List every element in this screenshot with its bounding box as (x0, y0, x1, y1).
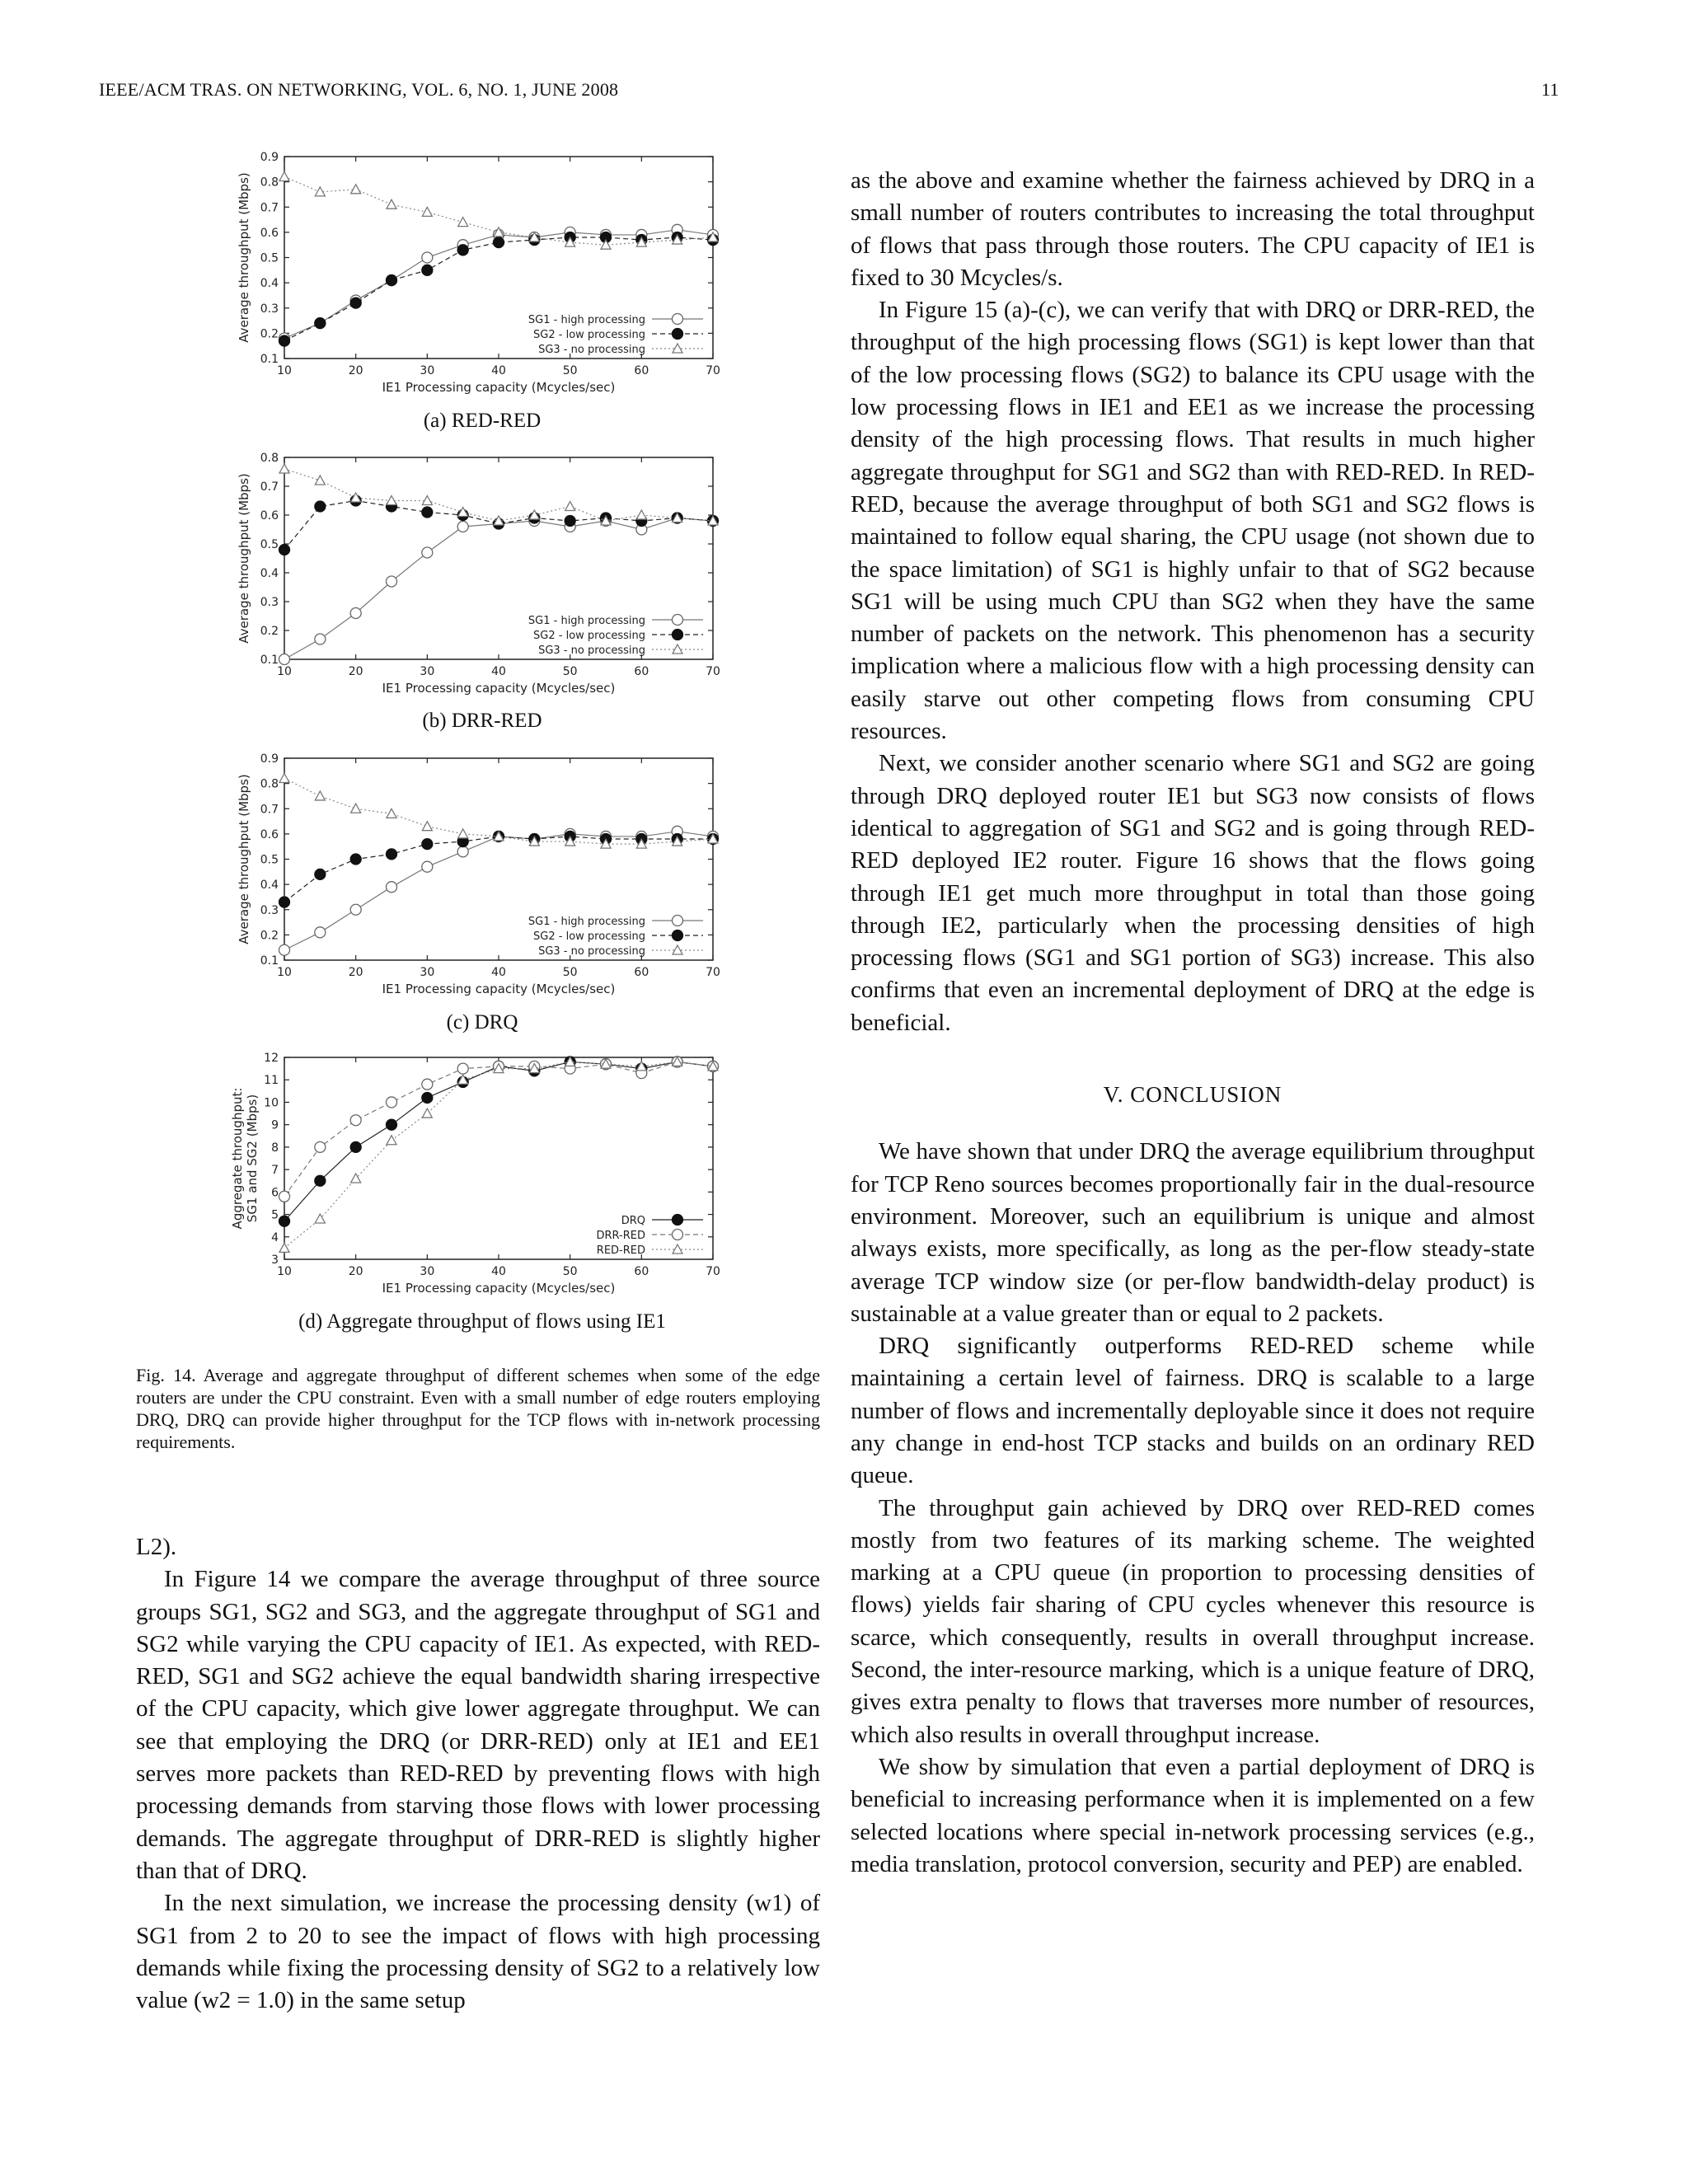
data-point (387, 199, 396, 209)
data-point (387, 808, 396, 818)
data-point (422, 839, 433, 850)
data-point (315, 501, 326, 512)
data-point (387, 849, 397, 860)
y-tick-label: 9 (271, 1118, 279, 1132)
series-line (284, 237, 713, 341)
legend-label: DRQ (621, 1215, 645, 1227)
data-point (636, 510, 646, 519)
data-point (315, 634, 326, 644)
x-tick-label: 20 (348, 665, 363, 678)
data-point (422, 822, 432, 831)
legend-marker (673, 615, 683, 626)
legend-entry (538, 945, 703, 958)
data-point (422, 861, 433, 872)
data-point (422, 265, 433, 275)
data-point (279, 464, 289, 473)
y-tick-label: 11 (264, 1074, 279, 1088)
data-point (350, 1141, 361, 1152)
legend-label: SG3 - no processing (538, 644, 645, 657)
y-tick-label: 0.7 (260, 480, 279, 494)
plot-frame (284, 157, 713, 359)
legend-entry (528, 916, 703, 929)
data-point (315, 869, 326, 879)
x-tick-label: 60 (634, 966, 649, 979)
chart-b (227, 445, 738, 709)
series-red-red (279, 1057, 718, 1252)
data-point (279, 172, 289, 181)
section-number: V. (1103, 1082, 1124, 1108)
x-tick-label: 10 (277, 665, 292, 678)
y-tick-label: 0.4 (260, 879, 279, 893)
legend-entry (533, 329, 703, 342)
legend-label: SG3 - no processing (538, 945, 645, 958)
data-point (315, 476, 325, 485)
y-tick-label: 0.4 (260, 277, 279, 291)
figure-caption: Fig. 14. Average and aggregate throughput of different schemes when some of the edge routers are under the CPU constraint. Even with a small number of edge routers employing DRQ, DRQ can provide higher throughput for the TCP flows with in-network processing requirements. (136, 1365, 820, 1452)
data-point (387, 576, 397, 587)
y-tick-label: 0.1 (260, 654, 279, 667)
x-tick-label: 60 (634, 1265, 649, 1278)
x-axis-label: IE1 Processing capacity (Mcycles/sec) (382, 1281, 616, 1296)
legend-entry (538, 644, 703, 657)
y-axis-label: Average throughput (Mbps) (237, 774, 251, 944)
data-point (350, 1115, 361, 1126)
data-point (422, 1093, 433, 1104)
x-tick-label: 20 (348, 1265, 363, 1278)
series-line (284, 1062, 713, 1196)
y-tick-label: 0.8 (260, 777, 279, 791)
plot-area (230, 1052, 720, 1296)
section-heading (851, 1079, 1535, 1111)
y-tick-label: 0.3 (260, 903, 279, 917)
data-point (350, 608, 361, 619)
plot-area (237, 752, 720, 996)
data-point (279, 545, 290, 555)
y-tick-label: 0.5 (260, 251, 279, 265)
chart-c (227, 746, 738, 1010)
right-column-text (851, 165, 1535, 1881)
x-axis-label: IE1 Processing capacity (Mcycles/sec) (382, 681, 616, 696)
series-line (284, 1062, 713, 1248)
series-line (284, 1062, 713, 1221)
paragraph: We show by simulation that even a partial deployment of DRQ is beneficial to increasing performance when it is implemented on a few selected locations where special in-network processing services (e.g., media translation, protocol conversion, security and PEP) are enabled. (851, 1753, 1535, 1877)
data-point (565, 502, 575, 511)
x-tick-label: 30 (420, 1265, 435, 1278)
y-tick-label: 0.8 (260, 452, 279, 465)
series-line (284, 832, 713, 950)
data-point (351, 185, 361, 194)
x-tick-label: 40 (491, 665, 506, 678)
paragraph: The throughput gain achieved by DRQ over RED-RED comes mostly from two features of its marking scheme. The weighted marking at a CPU queue (in proportion to processing densities of flows) yields fair sharing of CPU cycles whenever this resource is scarce, which consequently, results in overall throughput increase. Second, the inter-resource marking, which is a unique feature of DRQ, gives extra penalty to flows that traverses more number of resources, which also results in overall throughput increase. (851, 1494, 1535, 1748)
x-tick-label: 50 (562, 364, 578, 377)
legend-label: SG1 - high processing (528, 314, 645, 326)
y-axis-label: SG1 and SG2 (Mbps) (245, 1094, 260, 1223)
legend-entry (528, 615, 703, 628)
y-tick-label: 0.5 (260, 538, 279, 551)
x-tick-label: 50 (562, 1265, 578, 1278)
x-tick-label: 40 (491, 364, 506, 377)
series-sg2 (279, 831, 719, 907)
chart-a (227, 144, 738, 408)
legend-entry (597, 1244, 703, 1257)
series-line (284, 518, 713, 660)
subcaption-c: (c) DRQ (446, 1011, 518, 1033)
y-tick-label: 0.8 (260, 176, 279, 190)
data-point (387, 882, 397, 893)
legend-marker (673, 329, 683, 340)
y-tick-label: 0.2 (260, 327, 279, 341)
legend-label: SG3 - no processing (538, 344, 645, 356)
x-tick-label: 10 (277, 1265, 292, 1278)
paragraph: In Figure 15 (a)-(c), we can verify that with DRQ or DRR-RED, the throughput of the high processing flows (SG1) is kept lower than that of the low processing flows (SG2) to balance its CPU usage with the low processing flows in IE1 and EE1 as we increase the processing density of the high processing flows. That results in much higher aggregate throughput for SG1 and SG2 than with RED-RED. In RED-RED, because the average throughput of both SG1 and SG2 flows is maintained to follow equal sharing, the CPU usage (not shown due to the space limitation) of SG1 is highly unfair to that of SG2 because SG1 will be using much CPU than SG2 when they have the same number of packets on the network. This phenomenon has a security implication where a malicious flow with a high processing density can easily starve out other competing flows from consuming CPU resources. (851, 297, 1535, 745)
legend-label: RED-RED (596, 1244, 645, 1257)
paragraph: In the next simulation, we increase the processing density (w1) of SG1 from 2 to 20 to see the impact of flows with high processing demands while fixing the processing density of SG2 to a relatively low value (w2 = 1.0) in the same setup (136, 1890, 820, 2014)
x-tick-label: 30 (420, 665, 435, 678)
legend-marker (673, 1215, 683, 1226)
data-point (387, 1097, 397, 1108)
paragraph: Next, we consider another scenario where SG1 and SG2 are going through DRQ deployed router IE1 but SG3 now consists of flows identical to aggregation of SG1 and SG2 and is going through RED-RED deployed IE2 router. Figure 16 shows that the flows going through IE1 get much more throughput in total than those going through IE2, particularly when the processing densities of high processing flows (SG1 and SG1 portion of SG3) increase. This also confirms that even an incremental deployment of DRQ at the edge is beneficial. (851, 750, 1535, 1036)
legend-label: SG1 - high processing (528, 916, 645, 928)
page-number: 11 (1541, 79, 1559, 100)
legend-label: SG2 - low processing (533, 630, 645, 642)
x-tick-label: 40 (491, 966, 506, 979)
data-point (279, 774, 289, 783)
legend-label: SG1 - high processing (528, 615, 645, 627)
subcaption-b: (b) DRR-RED (422, 710, 542, 732)
legend-entry (528, 314, 703, 327)
y-tick-label: 0.3 (260, 596, 279, 609)
y-tick-label: 5 (271, 1208, 279, 1222)
data-point (422, 507, 433, 518)
series-sg2 (279, 232, 719, 347)
running-header: IEEE/ACM TRAS. ON NETWORKING, VOL. 6, NO. 1, JUNE 2008 (99, 79, 619, 100)
paragraph: L2). (136, 1534, 177, 1560)
data-point (458, 829, 468, 838)
paragraph: We have shown that under DRQ the average equilibrium throughput for TCP Reno sources becomes proportionally fair in the dual-resource environment. Moreover, such an equilibrium is unique and almost always exists, more specifically, as long as the per-flow steady-state average TCP window size (or per-flow bandwidth-delay product) is sustainable at a value greater than or equal to 2 packets. (851, 1138, 1535, 1327)
y-tick-label: 12 (264, 1052, 279, 1065)
legend-entry (533, 630, 703, 643)
legend-label: DRR-RED (596, 1230, 645, 1242)
legend-marker (673, 930, 683, 941)
data-point (279, 335, 290, 346)
legend-entry (621, 1215, 703, 1228)
plot-area (237, 151, 720, 395)
series-line (284, 469, 713, 521)
y-tick-label: 0.2 (260, 625, 279, 638)
x-tick-label: 30 (420, 364, 435, 377)
data-point (422, 252, 433, 263)
data-point (279, 897, 290, 907)
y-tick-label: 7 (271, 1164, 279, 1178)
data-point (315, 791, 325, 800)
data-point (279, 944, 290, 955)
y-tick-label: 0.7 (260, 201, 279, 215)
x-axis-label: IE1 Processing capacity (Mcycles/sec) (382, 380, 616, 395)
data-point (565, 516, 575, 527)
data-point (350, 904, 361, 915)
legend-label: SG2 - low processing (533, 329, 645, 341)
series-sg1 (279, 826, 719, 955)
chart-d (227, 1045, 738, 1309)
data-point (457, 522, 468, 532)
data-point (494, 237, 504, 248)
y-axis-label: Aggregate throughput: (230, 1087, 245, 1230)
y-tick-label: 6 (271, 1186, 279, 1200)
x-tick-label: 40 (491, 1265, 506, 1278)
x-tick-label: 70 (706, 1265, 720, 1278)
y-axis-label: Average throughput (Mbps) (237, 172, 251, 343)
data-point (422, 547, 433, 558)
x-tick-label: 20 (348, 966, 363, 979)
x-tick-label: 70 (706, 665, 720, 678)
data-point (387, 275, 397, 286)
paragraph: as the above and examine whether the fairness achieved by DRQ in a small number of routers contributes to increasing the total throughput of flows that pass through those routers. The CPU capacity of IE1 is fixed to 30 Mcycles/s. (851, 167, 1535, 291)
series-drr-red (279, 1057, 719, 1202)
paragraph: DRQ significantly outperforms RED-RED scheme while maintaining a certain level of fairness. DRQ is scalable to a large number of flows and incrementally deployable since it does not require any change in end-host TCP stacks and builds on an ordinary RED queue. (851, 1333, 1535, 1489)
data-point (279, 1216, 290, 1226)
data-point (350, 854, 361, 865)
plot-frame (284, 758, 713, 960)
data-point (279, 654, 290, 665)
x-axis-label: IE1 Processing capacity (Mcycles/sec) (382, 982, 616, 996)
legend-entry (538, 344, 703, 356)
data-point (315, 318, 326, 329)
x-tick-label: 20 (348, 364, 363, 377)
plot-frame (284, 1057, 713, 1259)
y-tick-label: 10 (264, 1096, 279, 1110)
x-tick-label: 50 (562, 665, 578, 678)
data-point (387, 1136, 396, 1145)
y-tick-label: 0.6 (260, 226, 279, 240)
legend-entry (597, 1230, 704, 1243)
legend-marker (673, 1230, 683, 1240)
y-axis-label: Average throughput (Mbps) (237, 473, 251, 644)
series-sg3 (279, 464, 718, 525)
plot-frame (284, 457, 713, 659)
y-tick-label: 0.2 (260, 929, 279, 943)
legend-marker (673, 314, 683, 325)
data-point (422, 1079, 433, 1090)
x-tick-label: 10 (277, 966, 292, 979)
data-point (457, 245, 468, 255)
data-point (350, 298, 361, 308)
y-tick-label: 0.1 (260, 353, 279, 366)
data-point (351, 1174, 361, 1183)
y-tick-label: 0.9 (260, 151, 279, 164)
data-point (279, 1243, 289, 1252)
x-tick-label: 70 (706, 364, 720, 377)
y-tick-label: 0.1 (260, 954, 279, 968)
y-tick-label: 8 (271, 1141, 279, 1155)
series-drq (279, 1057, 719, 1226)
y-tick-label: 4 (271, 1230, 279, 1244)
x-tick-label: 60 (634, 665, 649, 678)
left-column-text (136, 1531, 820, 2017)
data-point (387, 1119, 397, 1130)
data-point (315, 927, 326, 938)
series-sg3 (279, 774, 718, 849)
y-tick-label: 0.6 (260, 509, 279, 523)
paragraph: In Figure 14 we compare the average throughput of three source groups SG1, SG2 and SG3, and the aggregate throughput of SG1 and SG2 while varying the CPU capacity of IE1. As expected, with RED-RED, SG1 and SG2 achieve the equal bandwidth sharing irrespective of the CPU capacity, which give lower aggregate throughput. We can see that employing the DRQ (or DRR-RED) only at IE1 and EE1 serves more packets than RED-RED by preventing flows with high processing demands from starving those flows with lower processing demands. The aggregate throughput of DRR-RED is slightly higher than that of DRQ. (136, 1566, 820, 1884)
data-point (279, 1191, 290, 1202)
data-point (315, 1175, 326, 1186)
legend-marker (673, 630, 683, 640)
y-tick-label: 0.4 (260, 567, 279, 580)
section-title: CONCLUSION (1130, 1082, 1282, 1108)
data-point (315, 1141, 326, 1152)
series-sg1 (279, 513, 719, 665)
x-tick-label: 60 (634, 364, 649, 377)
y-tick-label: 0.6 (260, 827, 279, 841)
y-tick-label: 0.9 (260, 752, 279, 766)
y-tick-label: 3 (271, 1254, 279, 1267)
y-tick-label: 0.7 (260, 803, 279, 817)
series-line (284, 837, 713, 902)
data-point (457, 1063, 468, 1074)
plot-area (237, 452, 720, 696)
x-tick-label: 50 (562, 966, 578, 979)
y-tick-label: 0.5 (260, 853, 279, 867)
y-tick-label: 0.3 (260, 302, 279, 316)
subcaption-a: (a) RED-RED (423, 410, 542, 432)
subcaption-d: (d) Aggregate throughput of flows using IE1 (298, 1310, 666, 1333)
x-tick-label: 30 (420, 966, 435, 979)
data-point (457, 846, 468, 857)
legend-marker (673, 916, 683, 926)
legend-label: SG2 - low processing (533, 930, 645, 943)
x-tick-label: 10 (277, 364, 292, 377)
legend-entry (533, 930, 703, 944)
data-point (351, 804, 361, 813)
data-point (422, 207, 432, 216)
data-point (458, 218, 468, 227)
x-tick-label: 70 (706, 966, 720, 979)
